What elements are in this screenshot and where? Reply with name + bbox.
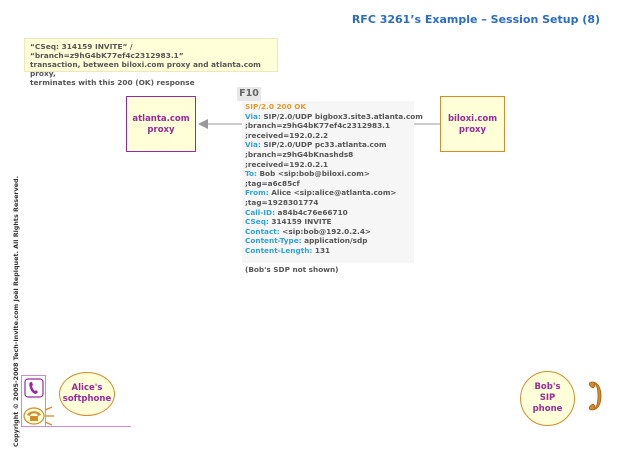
status-line: SIP/2.0 200 OK bbox=[245, 102, 307, 111]
header-line bbox=[245, 236, 414, 246]
header-key: Content-Length: bbox=[245, 245, 313, 255]
header-value: application/sdp bbox=[301, 236, 368, 246]
header-line bbox=[245, 169, 414, 179]
biloxi-proxy-box bbox=[440, 96, 505, 152]
sip-handset-icon bbox=[588, 380, 604, 412]
header-key: From: bbox=[245, 188, 269, 198]
alice-softphone bbox=[59, 372, 115, 416]
header-value: SIP/2.0/UDP bigbox3.site3.atlanta.com bbox=[260, 111, 423, 121]
sip-message bbox=[242, 101, 423, 275]
bob-device-2: phone bbox=[532, 404, 563, 414]
header-key: Via: bbox=[245, 111, 261, 121]
bob-name: Bob's bbox=[534, 382, 561, 392]
header-line bbox=[245, 198, 414, 208]
header-line bbox=[245, 131, 414, 141]
page-title: RFC 3261’s Example – Session Setup (8) bbox=[351, 13, 600, 26]
flow-label: F10 bbox=[237, 87, 261, 101]
header-key: Content-Type: bbox=[245, 236, 302, 246]
transaction-note bbox=[24, 38, 278, 87]
ringing-phone-icon bbox=[23, 404, 57, 426]
bob-device-1: SIP bbox=[539, 393, 556, 403]
atlanta-proxy-role: proxy bbox=[147, 125, 175, 135]
header-key: Via: bbox=[245, 140, 261, 150]
header-line bbox=[245, 208, 414, 218]
note-line: terminates with this 200 (OK) response bbox=[30, 78, 195, 87]
atlanta-proxy-name: atlanta.com bbox=[132, 114, 190, 124]
header-line bbox=[245, 140, 414, 150]
header-line bbox=[245, 246, 414, 256]
note-line: transaction, between biloxi.com proxy and atlanta.com proxy, bbox=[30, 60, 261, 78]
header-key: Contact: bbox=[245, 226, 280, 236]
header-value: SIP/2.0/UDP pc33.atlanta.com bbox=[260, 140, 387, 150]
arrow-head-icon bbox=[198, 119, 208, 129]
header-line bbox=[245, 179, 414, 189]
header-key: CSeq: bbox=[245, 217, 269, 227]
header-key: To: bbox=[245, 169, 257, 179]
header-line bbox=[245, 188, 414, 198]
header-line bbox=[245, 160, 414, 170]
header-line bbox=[245, 150, 414, 160]
note-line: “CSeq: 314159 INVITE” / “branch=z9hG4bK77ef4c2312983.1” bbox=[30, 42, 184, 60]
header-value: ;branch=z9hG4bKnashds8 bbox=[245, 149, 354, 159]
alice-device: softphone bbox=[62, 394, 112, 404]
header-value: ;tag=1928301774 bbox=[245, 197, 319, 207]
alice-name: Alice's bbox=[71, 383, 103, 393]
header-key: Call-ID: bbox=[245, 207, 275, 217]
header-value: 314159 INVITE bbox=[268, 217, 332, 227]
biloxi-proxy-name: biloxi.com bbox=[447, 114, 498, 124]
header-line bbox=[245, 121, 414, 131]
header-value: ;tag=a6c85cf bbox=[245, 178, 300, 188]
header-line bbox=[245, 111, 423, 122]
phone-handset-icon bbox=[24, 378, 44, 398]
header-value: ;received=192.0.2.1 bbox=[245, 159, 329, 169]
header-value: Alice <sip:alice@atlanta.com> bbox=[268, 188, 397, 198]
header-value: 131 bbox=[312, 245, 331, 255]
header-value: Bob <sip:bob@biloxi.com> bbox=[256, 169, 370, 179]
atlanta-proxy-box bbox=[126, 96, 196, 152]
header-line bbox=[245, 217, 414, 227]
header-value: ;branch=z9hG4bK77ef4c2312983.1 bbox=[245, 121, 391, 131]
body-note: (Bob's SDP not shown) bbox=[245, 265, 339, 275]
header-value: ;received=192.0.2.2 bbox=[245, 130, 329, 140]
bob-sip-phone bbox=[520, 371, 575, 426]
copyright-notice: Copyright © 2005-2008 Tech-invite.com Joël Repiquet. All Rights Reserved. bbox=[12, 175, 20, 447]
header-value: a84b4c76e66710 bbox=[275, 207, 348, 217]
biloxi-proxy-role: proxy bbox=[458, 125, 487, 135]
header-value: <sip:bob@192.0.2.4> bbox=[279, 226, 372, 236]
header-line bbox=[245, 227, 414, 237]
